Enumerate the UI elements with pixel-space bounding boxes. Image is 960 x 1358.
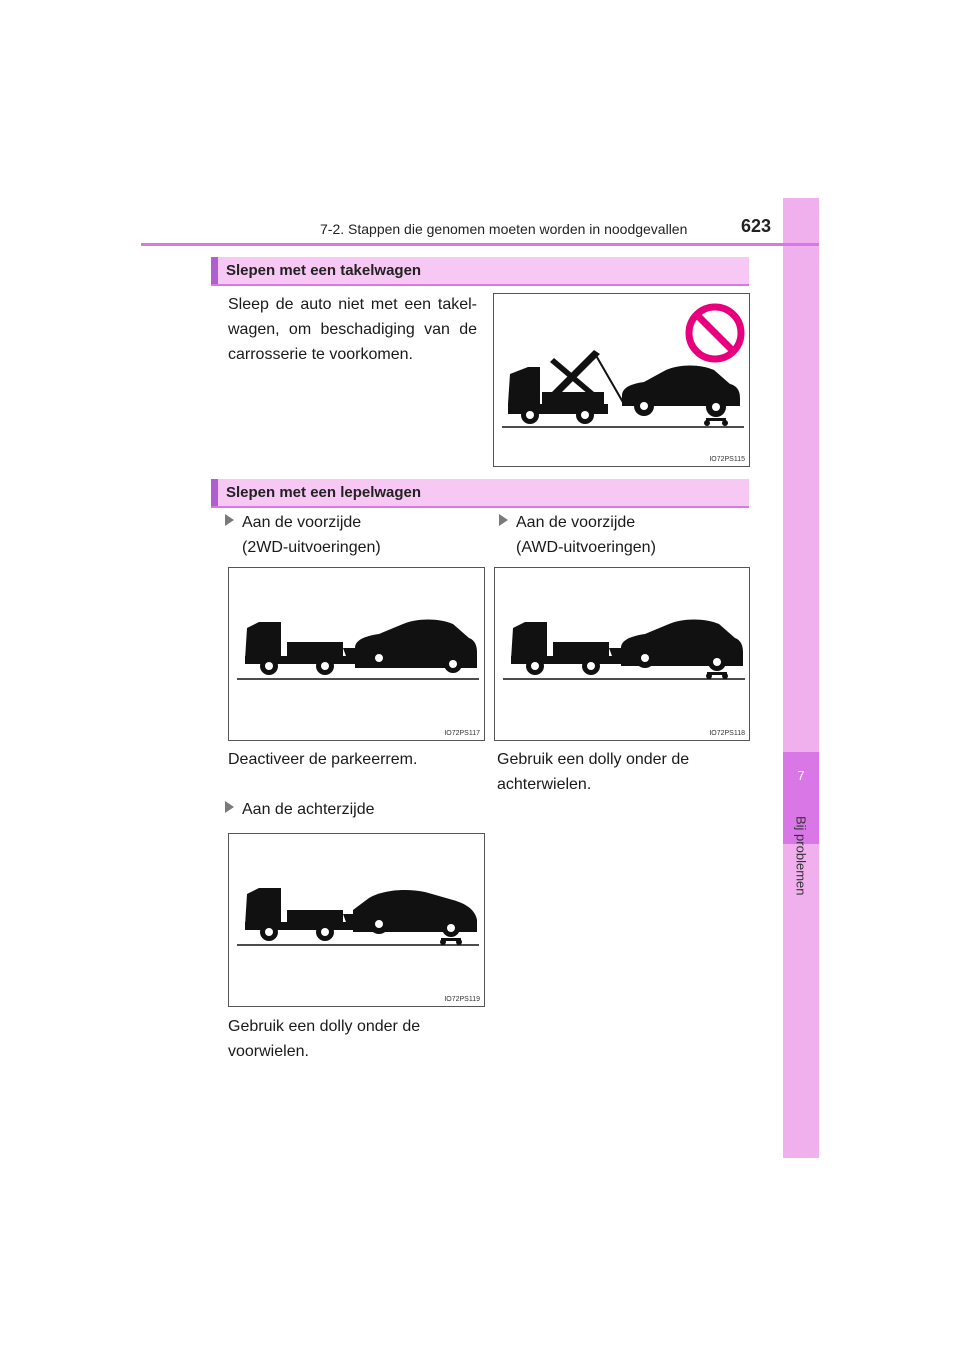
bullet-text-line2: (2WD-uitvoeringen): [242, 539, 381, 556]
caption-rear: Gebruik een dolly onder de voorwielen.: [228, 1018, 421, 1060]
figure-rear: [228, 833, 485, 1007]
bullet-front-2wd: [225, 510, 485, 560]
page-number: 623: [741, 216, 772, 236]
figure-front-2wd: [228, 567, 485, 741]
chapter-label-container: [783, 816, 819, 936]
bullet-text: Aan de achterzijde: [242, 801, 375, 818]
section-heading-label: Slepen met een takelwagen: [226, 262, 422, 279]
car-icon: [355, 620, 477, 674]
bullet-triangle-icon: [499, 514, 508, 526]
car-icon: [621, 620, 743, 680]
figure-code: IO72PS119: [444, 996, 480, 1003]
bullet-triangle-icon: [225, 514, 234, 526]
figure-front-awd: [494, 567, 750, 741]
figure-code: IO72PS117: [444, 730, 480, 737]
section-heading-tow-truck: [211, 257, 749, 286]
car-icon: [353, 890, 477, 945]
caption-front-awd: Gebruik een dolly onder de achterwielen.: [497, 751, 690, 793]
section-heading-wheel-lift: [211, 479, 749, 508]
tow-truck-icon: [245, 888, 361, 941]
car-icon: [622, 366, 740, 427]
bullet-front-awd: [499, 510, 759, 560]
bullet-text-line2: (AWD-uitvoeringen): [516, 539, 656, 556]
bullet-text: Aan de voorzijde: [516, 514, 636, 531]
bullet-triangle-icon: [225, 801, 234, 813]
figure-tow-truck-prohibited: [493, 293, 750, 467]
figure-code: IO72PS115: [709, 456, 745, 463]
section1-text: Sleep de auto niet met een takel-wagen, om beschadiging van de carrosserie te voorkomen.: [228, 296, 477, 363]
bullet-rear: [225, 797, 485, 822]
chapter-side-tab: [783, 198, 819, 1158]
chapter-label: Bij problemen: [793, 816, 809, 896]
header-rule: [141, 243, 819, 246]
tow-truck-icon: [508, 350, 624, 424]
section-heading-bar: [211, 257, 218, 284]
section-heading-bar: [211, 479, 218, 506]
chapter-number: 7: [797, 768, 805, 783]
caption-front-2wd: Deactiveer de parkeerrem.: [228, 751, 418, 768]
section-heading-label: Slepen met een lepelwagen: [226, 484, 422, 501]
header-title: 7-2. Stappen die genomen moeten worden in noodgevallen: [320, 221, 688, 237]
prohibition-icon: [689, 307, 741, 359]
tow-truck-icon: [245, 622, 361, 675]
tow-truck-icon: [511, 622, 627, 675]
figure-code: IO72PS118: [709, 730, 745, 737]
bullet-text: Aan de voorzijde: [242, 514, 362, 531]
